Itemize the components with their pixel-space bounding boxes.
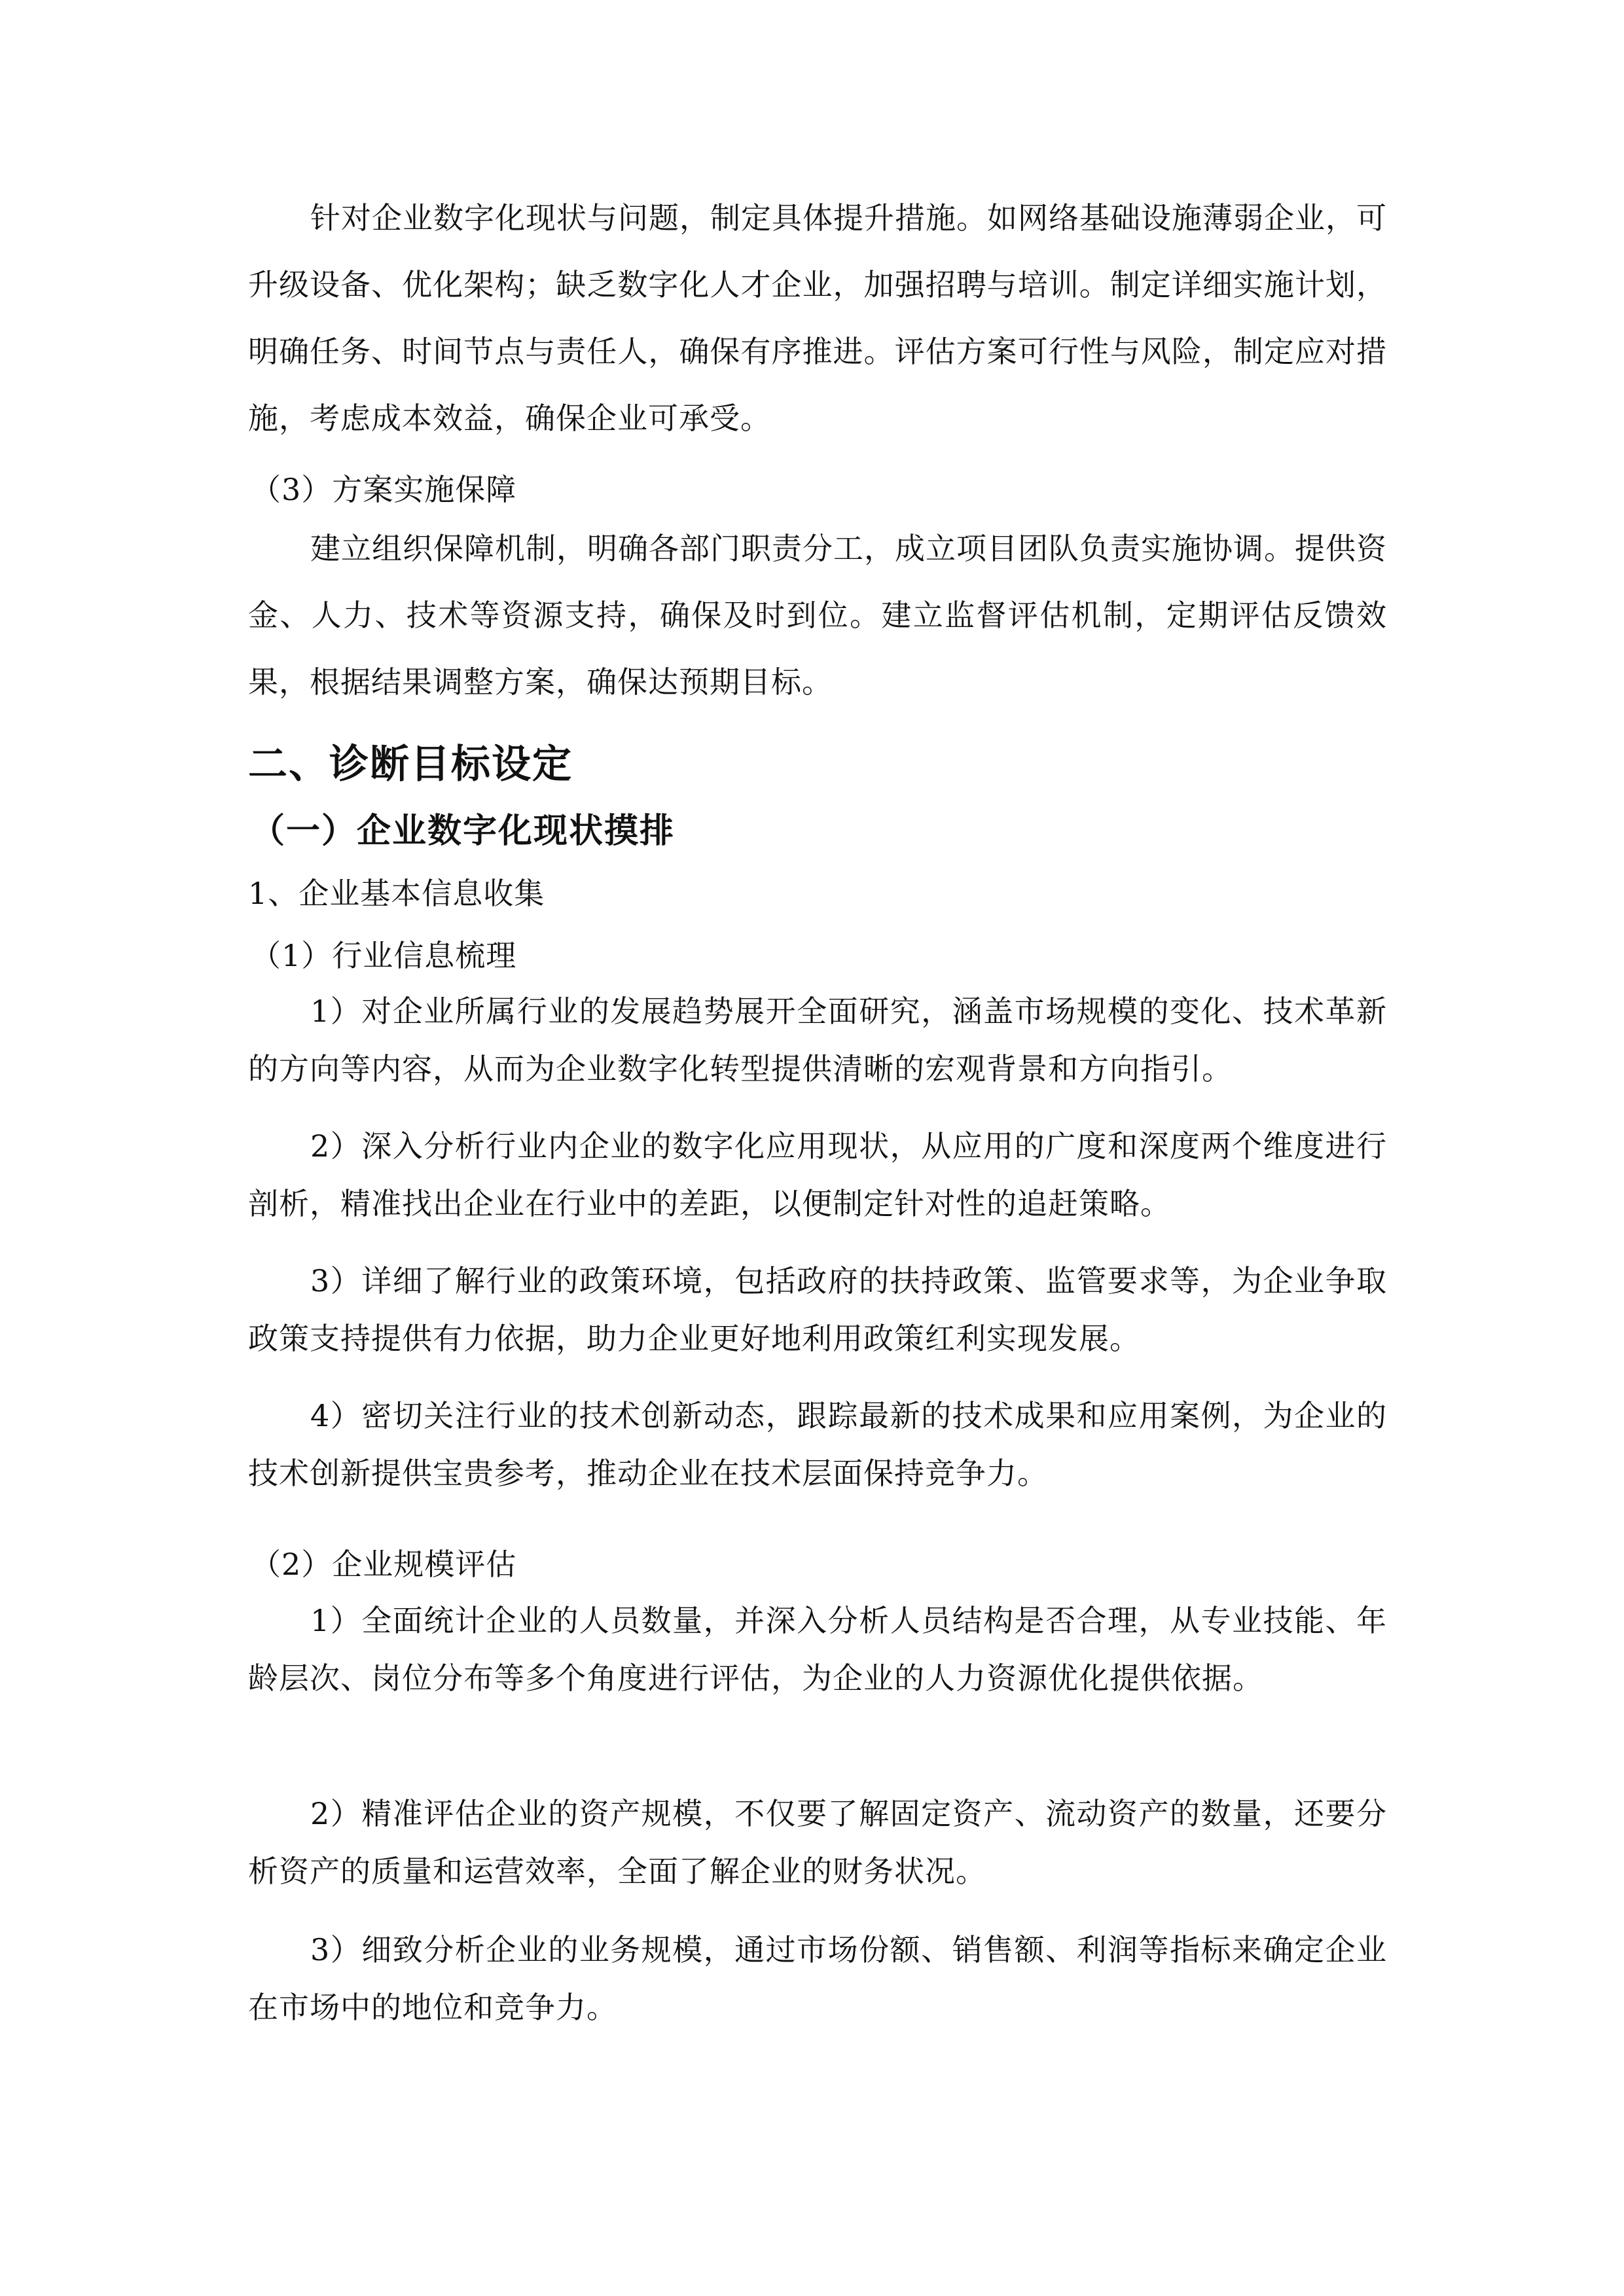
paragraph-improvement-measures: 针对企业数字化现状与问题，制定具体提升措施。如网络基础设施薄弱企业，可升级设备、优化架构；缺乏数字化人才企业，加强招聘与培训。制定详细实施计划，明确任务、时间节点与责任人，确保有序推进。评估方案可行性与风险，制定应对措施，考虑成本效益，确保企业可承受。	[248, 200, 1387, 436]
item-scale-2: 2）精准评估企业的资产规模，不仅要了解固定资产、流动资产的数量，还要分析资产的质量和运营效率，全面了解企业的财务状况。	[248, 1796, 1387, 1889]
subheading-digital-status-survey: （一）企业数字化现状摸排	[251, 811, 676, 851]
item-scale-3: 3）细致分析企业的业务规模，通过市场份额、销售额、利润等指标来确定企业在市场中的地位和竞争力。	[248, 1932, 1387, 2025]
item-industry-2: 2）深入分析行业内企业的数字化应用现状，从应用的广度和深度两个维度进行剖析，精准找出企业在行业中的差距，以便制定针对性的追赶策略。	[248, 1128, 1387, 1221]
label-industry-info: （1）行业信息梳理	[251, 938, 517, 973]
paragraph-organizational-guarantee: 建立组织保障机制，明确各部门职责分工，成立项目团队负责实施协调。提供资金、人力、技术等资源支持，确保及时到位。建立监督评估机制，定期评估反馈效果，根据结果调整方案，确保达预期目标。	[248, 531, 1387, 700]
item-industry-4: 4）密切关注行业的技术创新动态，跟踪最新的技术成果和应用案例，为企业的技术创新提供宝贵参考，推动企业在技术层面保持竞争力。	[248, 1398, 1387, 1491]
label-scale-assessment: （2）企业规模评估	[251, 1547, 517, 1582]
item-industry-3: 3）详细了解行业的政策环境，包括政府的扶持政策、监管要求等，为企业争取政策支持提供有力依据，助力企业更好地利用政策红利实现发展。	[248, 1263, 1387, 1356]
item-industry-1: 1）对企业所属行业的发展趋势展开全面研究，涵盖市场规模的变化、技术革新的方向等内容，从而为企业数字化转型提供清晰的宏观背景和方向指引。	[248, 994, 1387, 1086]
heading-diagnosis-goal-setting: 二、诊断目标设定	[248, 742, 573, 787]
item-scale-1: 1）全面统计企业的人员数量，并深入分析人员结构是否合理，从专业技能、年龄层次、岗位分布等多个角度进行评估，为企业的人力资源优化提供依据。	[248, 1603, 1387, 1696]
label-implementation-guarantee: （3）方案实施保障	[251, 472, 517, 507]
section-basic-info-collection: 1、企业基本信息收集	[248, 876, 545, 911]
